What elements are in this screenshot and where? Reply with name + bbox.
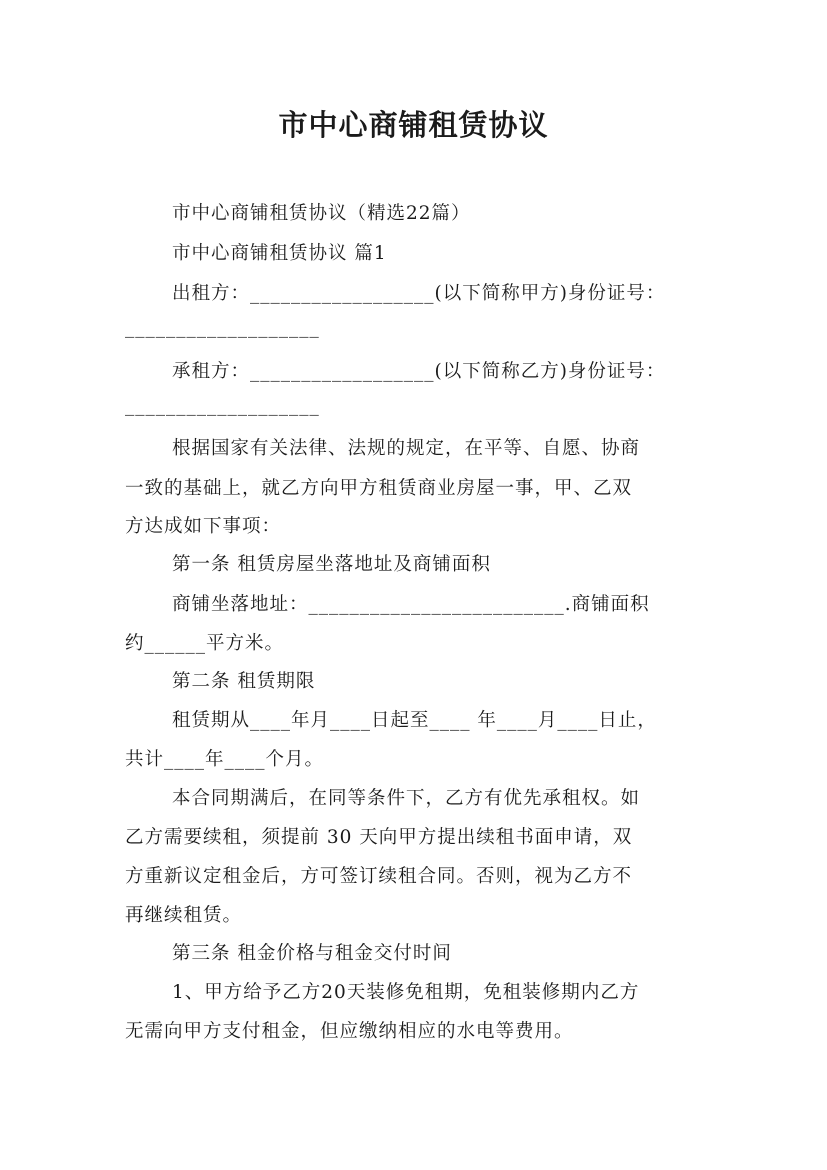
article-heading: 第一条 租赁房屋坐落地址及商铺面积	[172, 554, 491, 575]
paragraph-line: 根据国家有关法律、法规的规定，在平等、自愿、协商	[172, 438, 641, 459]
paragraph-line: 1、甲方给予乙方20天装修免租期，免租装修期内乙方	[172, 982, 640, 1003]
paragraph-line: 商铺坐落地址：_________________________.商铺面积	[172, 594, 650, 615]
paragraph-line: 无需向甲方支付租金，但应缴纳相应的水电等费用。	[125, 1021, 574, 1042]
paragraph-line: 租赁期从____年月____日起至____ 年____月____日止，	[172, 710, 657, 731]
paragraph-line: 再继续租赁。	[125, 905, 243, 926]
paragraph-line: 方重新议定租金后，方可签订续租合同。否则，视为乙方不	[125, 866, 633, 887]
article-heading: 第二条 租赁期限	[172, 671, 316, 692]
lessor-id-blank: ___________________	[125, 317, 320, 338]
subtitle-line: 市中心商铺租赁协议（精选22篇）	[172, 203, 471, 224]
paragraph-line: 共计____年____个月。	[125, 749, 325, 770]
document-title: 市中心商铺租赁协议	[278, 108, 549, 142]
paragraph-line: 一致的基础上，就乙方向甲方租赁商业房屋一事，甲、乙双	[125, 478, 633, 499]
paragraph-line: 乙方需要续租，须提前 30 天向甲方提出续租书面申请，双	[125, 827, 633, 848]
paragraph-line: 约______平方米。	[125, 633, 285, 654]
lessee-id-blank: ___________________	[125, 395, 320, 416]
article-heading: 第三条 租金价格与租金交付时间	[172, 943, 452, 964]
paragraph-line: 方达成如下事项：	[125, 516, 282, 537]
lessor-line: 出租方：__________________(以下简称甲方)身份证号：	[172, 283, 666, 304]
section-heading: 市中心商铺租赁协议 篇1	[172, 243, 387, 264]
lessee-line: 承租方：__________________(以下简称乙方)身份证号：	[172, 361, 666, 382]
paragraph-line: 本合同期满后，在同等条件下，乙方有优先承租权。如	[172, 788, 641, 809]
